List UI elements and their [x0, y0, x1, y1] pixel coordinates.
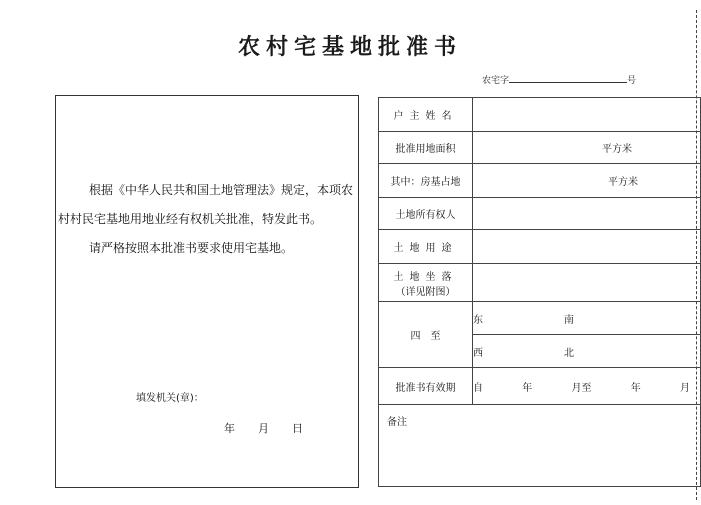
west-label: 西 [473, 347, 483, 359]
validity-year-2: 年 [630, 382, 641, 394]
approved-area-label: 批准用地面积 [379, 132, 473, 164]
remarks-field[interactable] [379, 405, 701, 487]
house-area-label: 其中：房基占地 [379, 164, 473, 198]
land-use-label: 土地用途 [379, 230, 473, 264]
land-owner-label: 土地所有权人 [379, 198, 473, 230]
issue-date [224, 420, 326, 436]
validity-field[interactable] [473, 368, 701, 405]
declaration-paragraph-2: 请严格按照本批准书要求使用宅基地。 [89, 241, 294, 255]
remarks-label: 备注 [387, 417, 407, 428]
cert-prefix: 农宅字 [482, 76, 510, 86]
house-area-unit: 平方米 [608, 177, 638, 188]
land-location-label-line1: 土地坐落 [393, 271, 458, 283]
table-row [379, 230, 701, 264]
house-area-field[interactable] [473, 164, 701, 198]
table-row [379, 198, 701, 230]
table-row [379, 98, 701, 132]
land-location-field[interactable] [473, 264, 701, 302]
table-row [379, 264, 701, 302]
east-south-field[interactable] [473, 302, 701, 335]
land-location-label [379, 264, 473, 302]
validity-label: 批准书有效期 [379, 368, 473, 405]
approved-area-unit: 平方米 [602, 144, 632, 155]
declaration-panel [55, 95, 359, 488]
east-south-row [473, 311, 700, 326]
table-row [379, 132, 701, 164]
validity-month-to: 月至 [571, 382, 592, 394]
page-title: 农村宅基地批准书 [237, 35, 462, 60]
table-row [379, 164, 701, 198]
table-row [379, 368, 701, 405]
cert-number-blank[interactable] [509, 73, 627, 83]
issue-day-label: 日 [292, 422, 303, 435]
declaration-text [58, 176, 356, 263]
issuer-label: 填发机关(章)： [136, 393, 204, 404]
validity-year-1: 年 [522, 382, 533, 394]
east-label: 东 [473, 314, 483, 326]
issue-year-label: 年 [224, 422, 235, 435]
table-row [379, 405, 701, 487]
owner-name-field[interactable] [473, 98, 701, 132]
owner-name-label: 户主姓名 [379, 98, 473, 132]
land-use-field[interactable] [473, 230, 701, 264]
declaration-paragraph-1: 根据《中华人民共和国土地管理法》规定，本项农村村民宅基地用地业经有权机关批准，特发此书。 [58, 183, 354, 226]
boundaries-label: 四 至 [379, 302, 473, 368]
approval-form-table [378, 97, 701, 487]
west-north-row [473, 344, 700, 359]
validity-month-2: 月 [680, 382, 690, 394]
north-label: 北 [564, 347, 574, 359]
validity-row [473, 379, 700, 394]
land-location-label-line2: （详见附图） [395, 286, 456, 298]
approved-area-field[interactable] [473, 132, 701, 164]
cert-suffix: 号 [627, 76, 637, 86]
table-row [379, 302, 701, 335]
issue-month-label: 月 [258, 422, 269, 435]
validity-from: 自 [473, 382, 483, 394]
west-north-field[interactable] [473, 335, 701, 368]
certificate-number [482, 73, 636, 86]
land-owner-field[interactable] [473, 198, 701, 230]
south-label: 南 [564, 314, 574, 326]
